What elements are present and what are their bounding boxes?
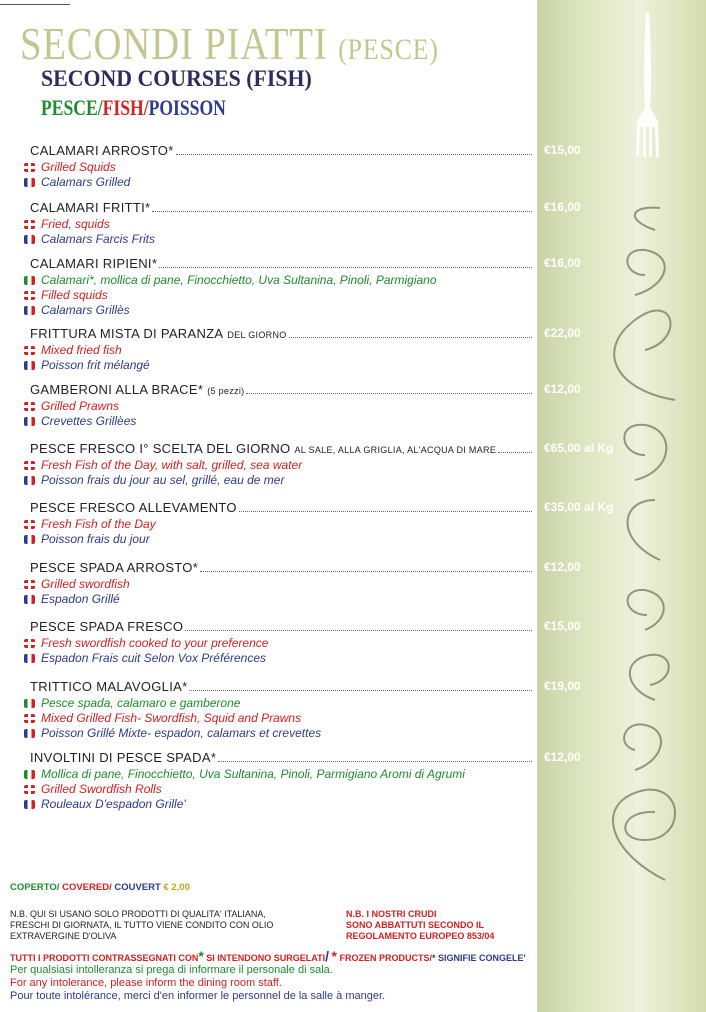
description-text: Poisson frit mélangé — [41, 358, 150, 372]
item-price: €65,00 al Kg — [544, 441, 614, 455]
description-text: Grilled Squids — [41, 160, 116, 174]
frozen-note: TUTTI I PRODOTTI CONTRASSEGNATI CON* SI INTENDONO SURGELATI/ * FROZEN PRODUCTS/* SIGNIFIE CONGELE' — [10, 948, 526, 964]
item-name: PESCE SPADA ARROSTO* — [30, 560, 199, 575]
item-name: CALAMARI ARROSTO* — [30, 143, 174, 158]
item-description-uk — [24, 711, 301, 727]
dot-leader — [176, 154, 532, 155]
item-description-uk — [24, 399, 119, 415]
item-description-uk — [24, 577, 130, 593]
flag-fr-icon — [24, 729, 35, 738]
item-name: TRITTICO MALAVOGLIA* — [30, 679, 188, 694]
item-name-row — [30, 143, 536, 158]
description-text: Crevettes Grillèes — [41, 414, 137, 428]
description-text: Mixed Grilled Fish- Swordfish, Squid and Prawns — [41, 711, 302, 725]
item-description-fr — [24, 303, 130, 319]
description-text: Grilled Prawns — [41, 399, 120, 413]
dot-leader — [246, 393, 532, 394]
item-description-uk — [24, 160, 116, 176]
intolerance-fr: Pour toute intolérance, merci d'en informer le personnel de la salle à manger. — [10, 990, 386, 1002]
description-text: Calamars Grilled — [41, 175, 131, 189]
description-text: Poisson Grillé Mixte- espadon, calamars et crevettes — [41, 726, 322, 740]
dot-leader — [498, 452, 532, 453]
item-price: €22,00 — [544, 326, 581, 340]
description-text: Grilled swordfish — [41, 577, 130, 591]
coperto-line: COPERTO/ COVERED/ COUVERT € 2,00 — [10, 882, 190, 893]
flag-uk-icon — [24, 580, 35, 589]
item-name-row — [30, 326, 536, 341]
flag-fr-icon — [24, 178, 35, 187]
flag-it-icon — [24, 770, 35, 779]
item-description-fr — [24, 532, 150, 548]
flag-fr-icon — [24, 595, 35, 604]
description-text: Filled squids — [41, 288, 108, 302]
item-description-uk — [24, 288, 108, 304]
item-price: €16,00 — [544, 200, 581, 214]
item-description-it — [24, 696, 240, 712]
flag-uk-icon — [24, 714, 35, 723]
dot-leader — [218, 761, 532, 762]
item-description-fr — [24, 473, 284, 489]
item-description-it — [24, 767, 465, 783]
item-name: PESCE FRESCO ALLEVAMENTO — [30, 500, 237, 515]
flag-fr-icon — [24, 535, 35, 544]
description-text: Fresh Fish of the Day — [41, 517, 156, 531]
item-name-row — [30, 679, 536, 694]
flag-fr-icon — [24, 306, 35, 315]
item-name-row — [30, 750, 536, 765]
flag-uk-icon — [24, 402, 35, 411]
item-price: €12,00 — [544, 560, 581, 574]
item-description-fr — [24, 651, 266, 667]
flag-uk-icon — [24, 785, 35, 794]
item-name: PESCE FRESCO I° SCELTA DEL GIORNO — [30, 441, 291, 456]
item-name-row — [30, 382, 536, 397]
item-description-fr — [24, 592, 120, 608]
description-text: Calamars Grillès — [41, 303, 130, 317]
flag-fr-icon — [24, 476, 35, 485]
item-description-fr — [24, 726, 321, 742]
flag-uk-icon — [24, 520, 35, 529]
dot-leader — [239, 511, 532, 512]
description-text: Pesce spada, calamaro e gamberone — [41, 696, 241, 710]
dot-leader — [200, 571, 532, 572]
language-line — [41, 95, 226, 121]
header-rule — [0, 4, 70, 5]
signature-logo — [575, 200, 705, 890]
item-price: €35,00 al Kg — [544, 500, 614, 514]
flag-fr-icon — [24, 361, 35, 370]
intolerance-it: Per qualsiasi intolleranza si prega di informare il personale di sala. — [10, 964, 333, 976]
title-suffix: (PESCE) — [338, 33, 439, 66]
item-description-it — [24, 273, 437, 289]
dot-leader — [159, 267, 532, 268]
description-text: Espadon Frais cuit Selon Vox Préférences — [41, 651, 267, 665]
title-main: SECONDI PIATTI — [20, 19, 328, 69]
page-subtitle: SECOND COURSES (FISH) — [41, 66, 312, 91]
nb-raw-note: N.B. I NOSTRI CRUDI SONO ABBATTUTI SECONDO IL REGOLAMENTO EUROPEO 853/04 — [346, 909, 495, 941]
item-name-row — [30, 200, 536, 215]
intolerance-en: For any intolerance, please inform the dining room staff. — [10, 977, 282, 989]
description-text: Mollica di pane, Finocchietto, Uva Sultanina, Pinoli, Parmigiano Aromi di Agrumi — [41, 767, 465, 781]
item-name: PESCE SPADA FRESCO — [30, 619, 184, 634]
flag-fr-icon — [24, 417, 35, 426]
item-description-fr — [24, 797, 186, 813]
description-text: Fresh Fish of the Day, with salt, grilled, sea water — [41, 458, 303, 472]
item-name: CALAMARI FRITTI* — [30, 200, 151, 215]
description-text: Calamari*, mollica di pane, Finocchietto, Uva Sultanina, Pinoli, Parmigiano — [41, 273, 437, 287]
flag-it-icon — [24, 276, 35, 285]
flag-uk-icon — [24, 291, 35, 300]
fork-icon — [630, 12, 666, 157]
dot-leader — [152, 211, 532, 212]
item-name-row — [30, 256, 536, 271]
flag-it-icon — [24, 699, 35, 708]
description-text: Espadon Grillé — [41, 592, 120, 606]
item-extra: DEL GIORNO — [227, 330, 287, 340]
lang-it: PESCE/ — [41, 95, 103, 120]
item-description-fr — [24, 175, 130, 191]
item-extra: AL SALE, ALLA GRIGLIA, AL'ACQUA DI MARE — [294, 445, 497, 455]
item-name: CALAMARI RIPIENI* — [30, 256, 158, 271]
description-text: Poisson frais du jour — [41, 532, 150, 546]
description-text: Rouleaux D'espadon Grille' — [41, 797, 186, 811]
item-name-row — [30, 560, 536, 575]
item-price: €12,00 — [544, 382, 581, 396]
item-price: €19,00 — [544, 679, 581, 693]
flag-fr-icon — [24, 800, 35, 809]
flag-uk-icon — [24, 461, 35, 470]
dot-leader — [189, 690, 532, 691]
item-name: FRITTURA MISTA DI PARANZA — [30, 326, 224, 341]
item-name: INVOLTINI DI PESCE SPADA* — [30, 750, 217, 765]
lang-fr: POISSON — [148, 95, 226, 120]
description-text: Grilled Swordfish Rolls — [41, 782, 162, 796]
item-description-fr — [24, 232, 155, 248]
description-text: Calamars Farcis Frits — [41, 232, 156, 246]
page-title — [20, 18, 439, 70]
item-name-row — [30, 500, 536, 515]
item-extra: (5 pezzi) — [207, 386, 245, 396]
item-description-uk — [24, 343, 122, 359]
flag-fr-icon — [24, 235, 35, 244]
flag-fr-icon — [24, 654, 35, 663]
item-name: GAMBERONI ALLA BRACE* — [30, 382, 204, 397]
item-price: €15,00 — [544, 143, 581, 157]
flag-uk-icon — [24, 639, 35, 648]
item-name-row — [30, 441, 536, 456]
item-description-uk — [24, 458, 302, 474]
dot-leader — [289, 337, 532, 338]
description-text: Fresh swordfish cooked to your preference — [41, 636, 269, 650]
flag-uk-icon — [24, 163, 35, 172]
item-price: €16,00 — [544, 256, 581, 270]
item-price: €15,00 — [544, 619, 581, 633]
description-text: Fried, squids — [41, 217, 110, 231]
description-text: Mixed fried fish — [41, 343, 122, 357]
lang-en: FISH/ — [102, 95, 149, 120]
nb-quality-note: N.B. QUI SI USANO SOLO PRODOTTI DI QUALITA' ITALIANA, FRESCHI DI GIORNATA, IL TUTTO VIENE CONDITO CON OLIO EXTRAVERGINE D'OLIVA — [10, 909, 274, 941]
flag-uk-icon — [24, 220, 35, 229]
item-description-fr — [24, 414, 136, 430]
item-description-uk — [24, 217, 110, 233]
item-description-uk — [24, 517, 156, 533]
description-text: Poisson frais du jour au sel, grillé, eau de mer — [41, 473, 285, 487]
item-description-fr — [24, 358, 150, 374]
item-name-row — [30, 619, 536, 634]
item-description-uk — [24, 636, 268, 652]
item-description-uk — [24, 782, 162, 798]
flag-uk-icon — [24, 346, 35, 355]
item-price: €12,00 — [544, 750, 581, 764]
dot-leader — [185, 630, 532, 631]
